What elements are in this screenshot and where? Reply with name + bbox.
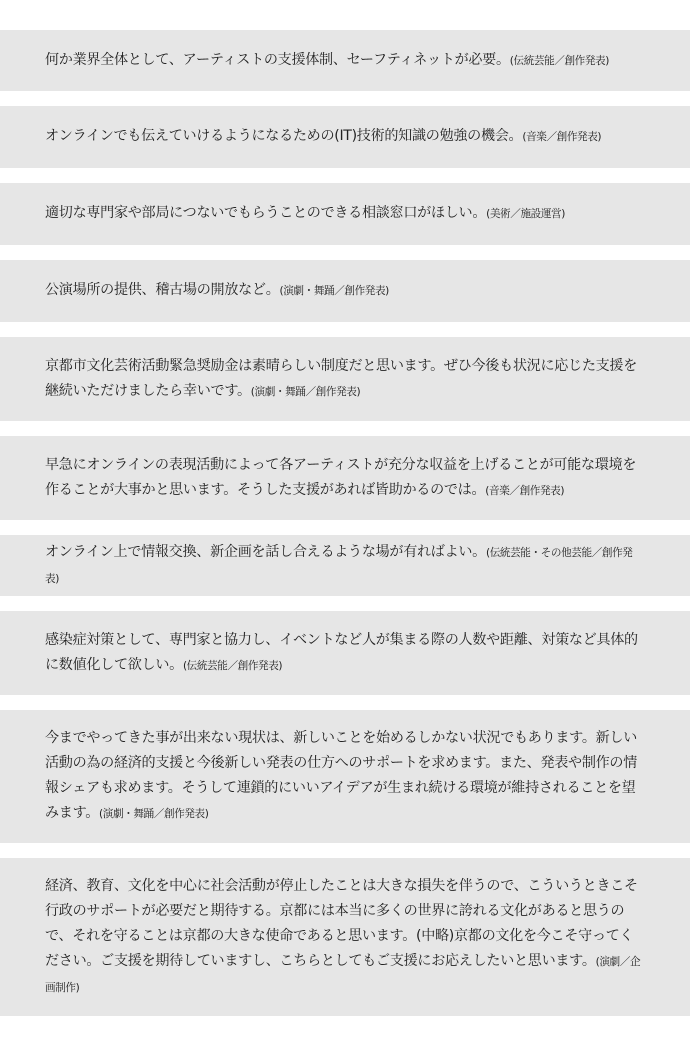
respondent-category: (演劇・舞踊／創作発表) [250,385,361,398]
comment-card-3 [0,183,690,245]
comment-card-9 [0,710,690,843]
comment-paragraph [45,48,609,74]
comment-paragraph [45,874,646,1001]
comment-text: 早急にオンラインの表現活動によって各アーティストが充分な収益を上げることが可能な環境を作ることが大事かと思います。そうした支援があれば皆助かるのでは。 [45,456,637,498]
comment-paragraph [45,453,646,504]
comment-card-8 [0,611,690,695]
comment-card-10 [0,858,690,1016]
respondent-category: (美術／施設運営) [486,208,565,220]
comment-text: 公演場所の提供、稽古場の開放など。 [45,282,280,298]
comment-text: 今までやってきた事が出来ない現状は、新しいことを始めるしかない状況でもあります。新しい活動の為の経済的支援と今後新しい発表の仕方へのサポートを求めます。また、発表や制作の情報シェアも求めます。そうして連鎖的にいいアイデアが生まれ続ける環境が維持されることを望みます。 [45,730,637,821]
respondent-category: (伝統芸能／創作発表) [182,659,283,672]
respondent-category: (演劇／企画制作) [45,955,641,994]
comment-text: オンラインでも伝えていけるようになるための(IT)技術的知識の勉強の機会。 [45,128,523,144]
comment-text: 何か業界全体として、アーティストの支援体制、セーフティネットが必要。 [45,51,510,68]
comment-paragraph [45,726,646,827]
comment-card-4 [0,260,690,322]
comment-text: オンライン上で情報交換、新企画を話し合えるような場が有ればよい。 [45,543,486,560]
respondent-category: (伝統芸能・その他芸能／創作発表) [45,546,633,585]
respondent-category: (演劇・舞踊／創作発表) [279,285,389,297]
comment-card-7 [0,535,690,596]
comment-text: 適切な専門家や部局につないでもらうことのできる相談窓口がほしい。 [45,205,487,221]
comment-paragraph [45,201,565,227]
comment-paragraph [45,124,601,150]
comment-card-6 [0,436,690,520]
comment-card-2 [0,106,690,168]
comment-paragraph [45,628,646,679]
respondent-category: (伝統芸能／創作発表) [509,54,609,67]
comment-paragraph [45,354,646,405]
comment-paragraph [45,278,389,304]
comment-card-5 [0,337,690,421]
comment-text: 京都市文化芸術活動緊急奨励金は素晴らしい制度だと思います。ぜひ今後も状況に応じた支援を継続いただけましたら幸いです。 [45,357,637,399]
comment-text: 感染症対策として、専門家と協力し、イベントなど人が集まる際の人数や距離、対策など具体的に数値化して欲しい。 [45,631,638,673]
comment-paragraph [45,540,646,592]
comment-card-1 [0,30,690,91]
respondent-category: (音楽／創作発表) [485,484,565,497]
respondent-category: (演劇・舞踊／創作発表) [99,808,209,820]
comment-text: 経済、教育、文化を中心に社会活動が停止したことは大きな損失を伴うので、こういうときこそ行政のサポートが必要だと期待する。京都には本当に多くの世界に誇れる文化があると思うので、それを守ることは京都の大きな使命であると思います。(中略)京都の文化を今こそ守ってください。ご支援を期待していますし、こちらとしてもご支援にお応えしたいと思います。 [45,877,638,969]
respondent-category: (音楽／創作発表) [522,131,602,143]
